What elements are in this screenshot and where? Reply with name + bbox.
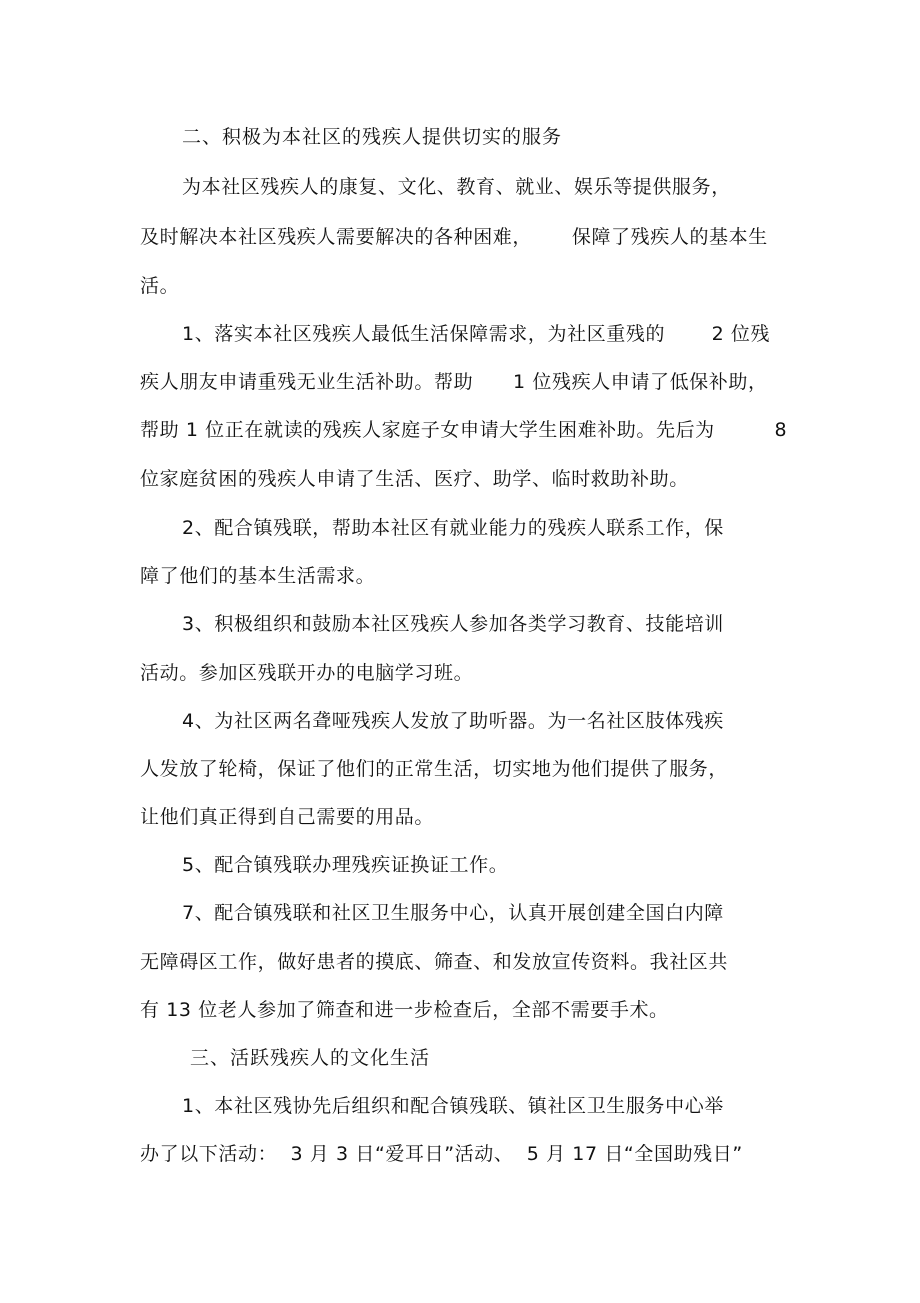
item-7-line-2: 无障碍区工作，做好患者的摸底、筛查、和发放宣传资料。我社区共 bbox=[140, 951, 729, 973]
item-4-line-2: 人发放了轮椅，保证了他们的正常生活，切实地为他们提供了服务， bbox=[140, 758, 729, 780]
intro-line-1: 为本社区残疾人的康复、文化、教育、就业、娱乐等提供服务， bbox=[182, 176, 731, 198]
item-4-line-1: 4、为社区两名聋哑残疾人发放了助听器。为一名社区肢体残疾 bbox=[182, 710, 724, 732]
section-3-heading: 三、活跃残疾人的文化生活 bbox=[190, 1047, 431, 1069]
item-2-line-2: 障了他们的基本生活需求。 bbox=[140, 565, 376, 587]
item-3-line-1: 3、积极组织和鼓励本社区残疾人参加各类学习教育、技能培训 bbox=[182, 613, 724, 635]
item-1-line-4: 位家庭贫困的残疾人申请了生活、医疗、助学、临时救助补助。 bbox=[140, 468, 689, 490]
item-7-line-1: 7、配合镇残联和社区卫生服务中心，认真开展创建全国白内障 bbox=[182, 902, 724, 924]
item-1-line-1: 1、落实本社区残疾人最低生活保障需求，为社区重残的 2 位残 bbox=[182, 323, 771, 345]
item-1-line-3: 帮助 1 位正在就读的残疾人家庭子女申请大学生困难补助。先后为 8 bbox=[140, 419, 788, 441]
item-4-line-3: 让他们真正得到自己需要的用品。 bbox=[140, 806, 435, 828]
item-5-line-1: 5、配合镇残联办理残疾证换证工作。 bbox=[182, 854, 509, 876]
item-7-line-3: 有 13 位老人参加了筛查和进一步检查后，全部不需要手术。 bbox=[140, 999, 669, 1021]
item-3-line-2: 活动。参加区残联开办的电脑学习班。 bbox=[140, 662, 474, 684]
intro-line-3: 活。 bbox=[140, 275, 180, 297]
section-3-item-1-line-1: 1、本社区残协先后组织和配合镇残联、镇社区卫生服务中心举 bbox=[182, 1095, 724, 1117]
item-1-line-2: 疾人朋友申请重残无业生活补助。帮助 1 位残疾人申请了低保补助， bbox=[140, 371, 768, 393]
item-2-line-1: 2、配合镇残联，帮助本社区有就业能力的残疾人联系工作，保 bbox=[182, 517, 724, 539]
section-2-heading: 二、积极为本社区的残疾人提供切实的服务 bbox=[182, 126, 563, 148]
intro-line-2: 及时解决本社区残疾人需要解决的各种困难， 保障了残疾人的基本生 bbox=[140, 226, 768, 248]
section-3-item-1-line-2: 办了以下活动： 3 月 3 日“爱耳日”活动、 5 月 17 日“全国助残日” bbox=[140, 1143, 743, 1165]
